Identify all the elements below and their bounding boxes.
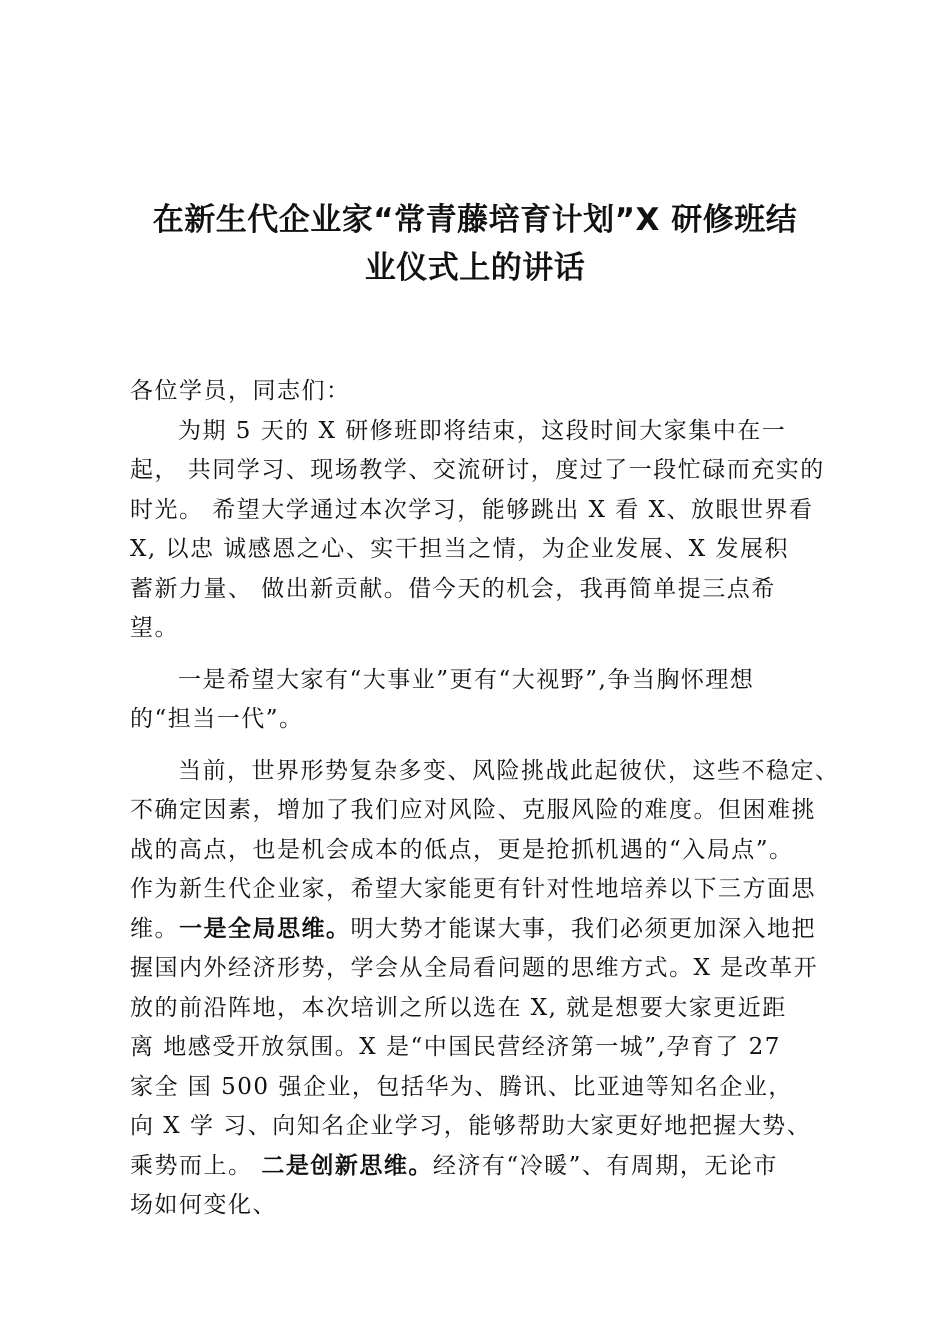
paragraph-line: 战的高点，也是机会成本的低点，更是抢抓机遇的“入局点”。 (130, 836, 794, 863)
text-run: 经济有“冷暖”、有周期，无论市 (432, 1152, 778, 1179)
paragraph-line: 放的前沿阵地，本次培训之所以选在 X, 就是想要大家更近距 (130, 994, 787, 1021)
title-line-1: 在新生代企业家“常青藤培育计划”X 研修班结 (152, 202, 798, 238)
paragraph-line (130, 910, 830, 950)
paragraph-3 (130, 752, 840, 1226)
paragraph-1 (130, 412, 830, 649)
salutation: 各位学员，同志们： (130, 378, 351, 404)
paragraph-line: 当前，世界形势复杂多变、风险挑战此起彼伏，这些不稳定、 (178, 757, 840, 784)
paragraph-line: 向 X 学 习、向知名企业学习，能够帮助大家更好地把握大势、 (130, 1113, 812, 1139)
paragraph-2 (130, 661, 830, 740)
paragraph-line: 离 地感受开放氛围。X 是“中国民营经济第一城”,孕育了 27 (130, 1034, 781, 1060)
paragraph-line: 为期 5 天的 X 研修班即将结束，这段时间大家集中在一 (178, 417, 787, 444)
document-body (130, 372, 840, 1226)
paragraph-line: 起， 共同学习、现场教学、交流研讨，度过了一段忙碌而充实的 (130, 457, 825, 483)
paragraph-line: 作为新生代企业家，希望大家能更有针对性地培养以下三方面思 (130, 876, 816, 902)
paragraph-line: 握国内外经济形势，学会从全局看问题的思维方式。X 是改革开 (130, 955, 819, 981)
title-line-2: 业仪式上的讲话 (364, 250, 586, 286)
text-run: 明大势才能谋大事，我们必须更加深入地把 (350, 915, 816, 942)
bold-heading-innovative-thinking: 二是创新思维。 (261, 1152, 433, 1179)
paragraph-line: 望。 (130, 615, 179, 641)
paragraph-line: 一是希望大家有“大事业”更有“大视野”,争当胸怀理想 (178, 666, 755, 693)
document-title (120, 196, 830, 292)
text-run: 维。 (130, 915, 179, 942)
paragraph-line (130, 1147, 830, 1187)
paragraph-line: 时光。 希望大学通过本次学习，能够跳出 X 看 X、放眼世界看 (130, 496, 814, 523)
paragraph-line: 蓄新力量、 做出新贡献。借今天的机会，我再简单提三点希 (130, 575, 776, 602)
text-run: 乘势而上。 (130, 1152, 262, 1179)
paragraph-line: 的“担当一代”。 (130, 706, 304, 732)
paragraph-line: 家全 国 500 强企业，包括华为、腾讯、比亚迪等知名企业， (130, 1073, 793, 1100)
paragraph-line: 不确定因素，增加了我们应对风险、克服风险的难度。但困难挑 (130, 797, 816, 823)
paragraph-line: 场如何变化、 (130, 1192, 277, 1218)
bold-heading-global-thinking: 一是全局思维。 (179, 915, 351, 942)
paragraph-line: X, 以忠 诚感恩之心、实干担当之情，为企业发展、X 发展积 (130, 536, 789, 562)
